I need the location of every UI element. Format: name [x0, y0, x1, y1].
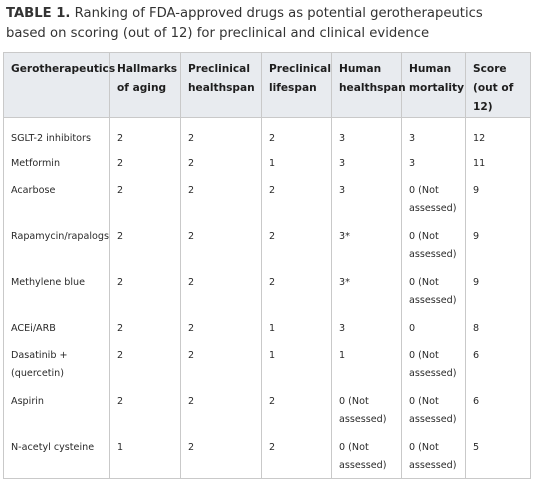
header-human-mortality: Human mortality — [402, 53, 466, 118]
cell-human-mortality: 0 (Not assessed) — [402, 432, 466, 478]
cell-hallmarks: 2 — [110, 340, 181, 386]
cell-drug: Dasatinib + (quercetin) — [4, 340, 110, 386]
table-row — [4, 175, 531, 221]
table-row — [4, 118, 531, 149]
cell-preclinical-lifespan: 2 — [262, 175, 332, 221]
cell-preclinical-lifespan: 2 — [262, 118, 332, 149]
cell-preclinical-lifespan: 1 — [262, 313, 332, 340]
cell-score: 11 — [466, 148, 531, 175]
cell-preclinical-healthspan: 2 — [181, 432, 262, 478]
cell-human-healthspan: 0 (Not assessed) — [332, 432, 402, 478]
cell-score: 5 — [466, 432, 531, 478]
cell-preclinical-lifespan: 2 — [262, 267, 332, 313]
cell-human-mortality: 3 — [402, 148, 466, 175]
cell-human-healthspan: 3 — [332, 175, 402, 221]
cell-human-healthspan: 3 — [332, 118, 402, 149]
cell-human-healthspan: 3* — [332, 267, 402, 313]
cell-drug: Aspirin — [4, 386, 110, 432]
table-row — [4, 432, 531, 478]
cell-preclinical-lifespan: 2 — [262, 432, 332, 478]
cell-preclinical-healthspan: 2 — [181, 221, 262, 267]
cell-preclinical-lifespan: 2 — [262, 386, 332, 432]
cell-preclinical-healthspan: 2 — [181, 175, 262, 221]
cell-human-mortality: 0 (Not assessed) — [402, 267, 466, 313]
header-human-healthspan: Human healthspan — [332, 53, 402, 118]
cell-preclinical-healthspan: 2 — [181, 118, 262, 149]
cell-score: 6 — [466, 340, 531, 386]
cell-hallmarks: 2 — [110, 267, 181, 313]
table-row — [4, 221, 531, 267]
cell-human-mortality: 3 — [402, 118, 466, 149]
cell-hallmarks: 2 — [110, 118, 181, 149]
table-title: Ranking of FDA-approved drugs as potential gerotherapeutics based on scoring (out of 12) for preclinical and clinical evidence — [6, 6, 483, 41]
table-row — [4, 340, 531, 386]
cell-preclinical-healthspan: 2 — [181, 386, 262, 432]
cell-preclinical-healthspan: 2 — [181, 267, 262, 313]
table-body — [4, 118, 531, 479]
cell-preclinical-lifespan: 2 — [262, 221, 332, 267]
cell-score: 12 — [466, 118, 531, 149]
cell-human-mortality: 0 — [402, 313, 466, 340]
cell-score: 8 — [466, 313, 531, 340]
cell-human-mortality: 0 (Not assessed) — [402, 175, 466, 221]
table-number: TABLE 1. — [6, 6, 71, 21]
cell-hallmarks: 2 — [110, 313, 181, 340]
cell-hallmarks: 2 — [110, 386, 181, 432]
cell-human-healthspan: 3* — [332, 221, 402, 267]
cell-hallmarks: 2 — [110, 175, 181, 221]
header-row — [4, 53, 531, 118]
cell-score: 9 — [466, 267, 531, 313]
header-hallmarks-of-aging: Hallmarks of aging — [110, 53, 181, 118]
cell-human-mortality: 0 (Not assessed) — [402, 221, 466, 267]
table-header — [4, 53, 531, 118]
cell-human-healthspan: 0 (Not assessed) — [332, 386, 402, 432]
cell-preclinical-healthspan: 2 — [181, 148, 262, 175]
cell-human-mortality: 0 (Not assessed) — [402, 386, 466, 432]
table-row — [4, 148, 531, 175]
cell-score: 6 — [466, 386, 531, 432]
cell-human-mortality: 0 (Not assessed) — [402, 340, 466, 386]
cell-preclinical-lifespan: 1 — [262, 340, 332, 386]
cell-drug: Metformin — [4, 148, 110, 175]
cell-human-healthspan: 3 — [332, 148, 402, 175]
header-preclinical-healthspan: Preclinical healthspan — [181, 53, 262, 118]
cell-hallmarks: 2 — [110, 148, 181, 175]
cell-human-healthspan: 3 — [332, 313, 402, 340]
table-caption — [6, 4, 526, 44]
cell-hallmarks: 2 — [110, 221, 181, 267]
cell-score: 9 — [466, 221, 531, 267]
header-score: Score (out of 12) — [466, 53, 531, 118]
cell-drug: Acarbose — [4, 175, 110, 221]
header-gerotherapeutics: Gerotherapeutics — [4, 53, 110, 118]
cell-preclinical-healthspan: 2 — [181, 313, 262, 340]
cell-drug: SGLT-2 inhibitors — [4, 118, 110, 149]
table-row — [4, 313, 531, 340]
cell-hallmarks: 1 — [110, 432, 181, 478]
cell-human-healthspan: 1 — [332, 340, 402, 386]
cell-score: 9 — [466, 175, 531, 221]
cell-drug: N-acetyl cysteine — [4, 432, 110, 478]
cell-drug: Rapamycin/rapalogs — [4, 221, 110, 267]
gerotherapeutics-table — [3, 52, 531, 479]
cell-preclinical-healthspan: 2 — [181, 340, 262, 386]
header-preclinical-lifespan: Preclinical lifespan — [262, 53, 332, 118]
cell-drug: ACEi/ARB — [4, 313, 110, 340]
cell-preclinical-lifespan: 1 — [262, 148, 332, 175]
table-row — [4, 267, 531, 313]
table-row — [4, 386, 531, 432]
cell-drug: Methylene blue — [4, 267, 110, 313]
